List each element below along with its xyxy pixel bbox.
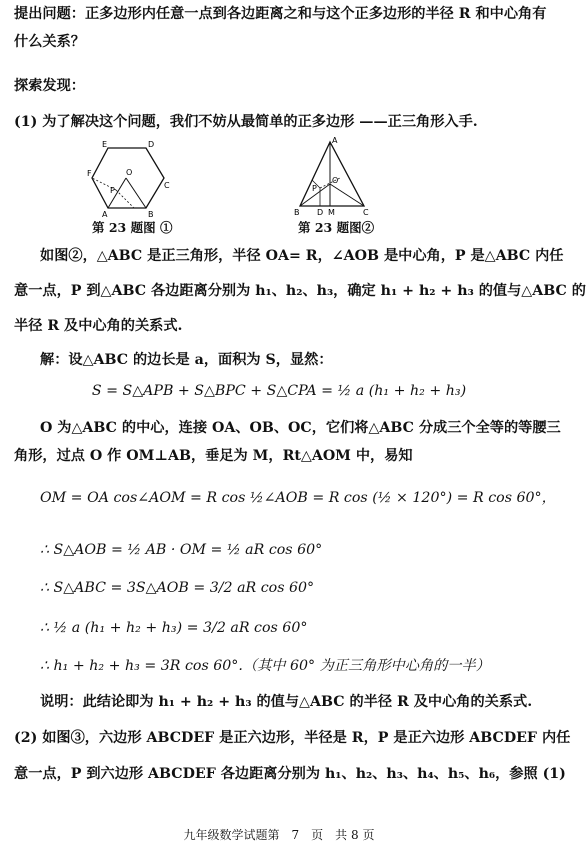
area-equation: S = S△APB + S△BPC + S△CPA = ½ a (h₁ + h₂ + h₃) <box>91 383 467 399</box>
hex-label-B: B <box>148 210 154 219</box>
sum-equation: ∴ ½ a (h₁ + h₂ + h₃) = 3/2 aR cos 60° <box>40 620 308 636</box>
tri-label-P: P <box>312 184 317 193</box>
note-statement: 说明：此结论即为 h₁ + h₂ + h₃ 的值与△ABC 的半径 R 及中心角的关系式. <box>40 694 533 710</box>
om-equation: OM = OA cos∠AOM = R cos ½∠AOB = R cos (½ × 120°) = R cos 60°， <box>40 490 556 506</box>
question-title: 提出问题：正多边形内任意一点到各边距离之和与这个正多边形的半径 R 和中心角有 <box>14 6 547 22</box>
hex-label-C: C <box>164 181 170 190</box>
hex-label-D: D <box>148 140 155 149</box>
hex-label-F: F <box>87 169 92 178</box>
hexagon-diagram <box>88 138 168 218</box>
tri-label-B: B <box>294 208 300 217</box>
hex-label-E: E <box>102 140 108 149</box>
tri-label-M: M <box>328 208 335 217</box>
problem-statement-3: 半径 R 及中心角的关系式. <box>14 318 183 334</box>
center-explanation-2: 角形，过点 O 作 OM⊥AB，垂足为 M，Rt△AOM 中，易知 <box>14 448 413 464</box>
tri-label-O: O <box>332 176 339 185</box>
question-title-cont: 什么关系？ <box>14 34 85 50</box>
triangle-diagram <box>292 136 372 216</box>
conclusion-equation: ∴ h₁ + h₂ + h₃ = 3R cos 60°.（其中 60° 为正三角形中心角的一半） <box>40 658 490 674</box>
tri-label-A: A <box>332 136 338 145</box>
area-abc-equation: ∴ S△ABC = 3S△AOB = 3/2 aR cos 60° <box>40 580 315 596</box>
page-footer: 九年级数学试题第 7 页 共 8 页 <box>183 828 375 842</box>
solution-intro: 解：设△ABC 的边长是 a，面积为 S，显然： <box>40 352 333 368</box>
triangle-figure <box>292 136 372 216</box>
area-aob-equation: ∴ S△AOB = ½ AB · OM = ½ aR cos 60° <box>40 542 323 558</box>
hex-label-P: P <box>110 186 115 195</box>
explore-heading: 探索发现： <box>14 78 85 94</box>
problem-statement-1: 如图②，△ABC 是正三角形，半径 OA= R，∠AOB 是中心角，P 是△ABC 内任 <box>40 248 564 264</box>
part2-statement-2: 意一点，P 到六边形 ABCDEF 各边距离分别为 h₁、h₂、h₃、h₄、h₅、h₆，参照 (1) <box>14 766 566 782</box>
center-explanation-1: O 为△ABC 的中心，连接 OA、OB、OC，它们将△ABC 分成三个全等的等腰三 <box>40 420 561 436</box>
part2-statement-1: (2) 如图③，六边形 ABCDEF 是正六边形，半径是 R，P 是正六边形 ABCDEF 内任 <box>14 730 571 746</box>
hex-label-A: A <box>102 210 108 219</box>
figure2-caption: 第 23 题图② <box>298 220 375 235</box>
problem-statement-2: 意一点，P 到△ABC 各边距离分别为 h₁、h₂、h₃，确定 h₁ + h₂ + h₃ 的值与△ABC 的 <box>14 283 586 299</box>
figure1-caption: 第 23 题图 ① <box>92 220 173 235</box>
part1-intro: (1) 为了解决这个问题，我们不妨从最简单的正多边形 ——正三角形入手. <box>14 114 478 130</box>
tri-label-D: D <box>317 208 324 217</box>
tri-label-C: C <box>363 208 369 217</box>
hexagon-figure <box>88 138 168 218</box>
hex-label-O: O <box>126 168 133 177</box>
